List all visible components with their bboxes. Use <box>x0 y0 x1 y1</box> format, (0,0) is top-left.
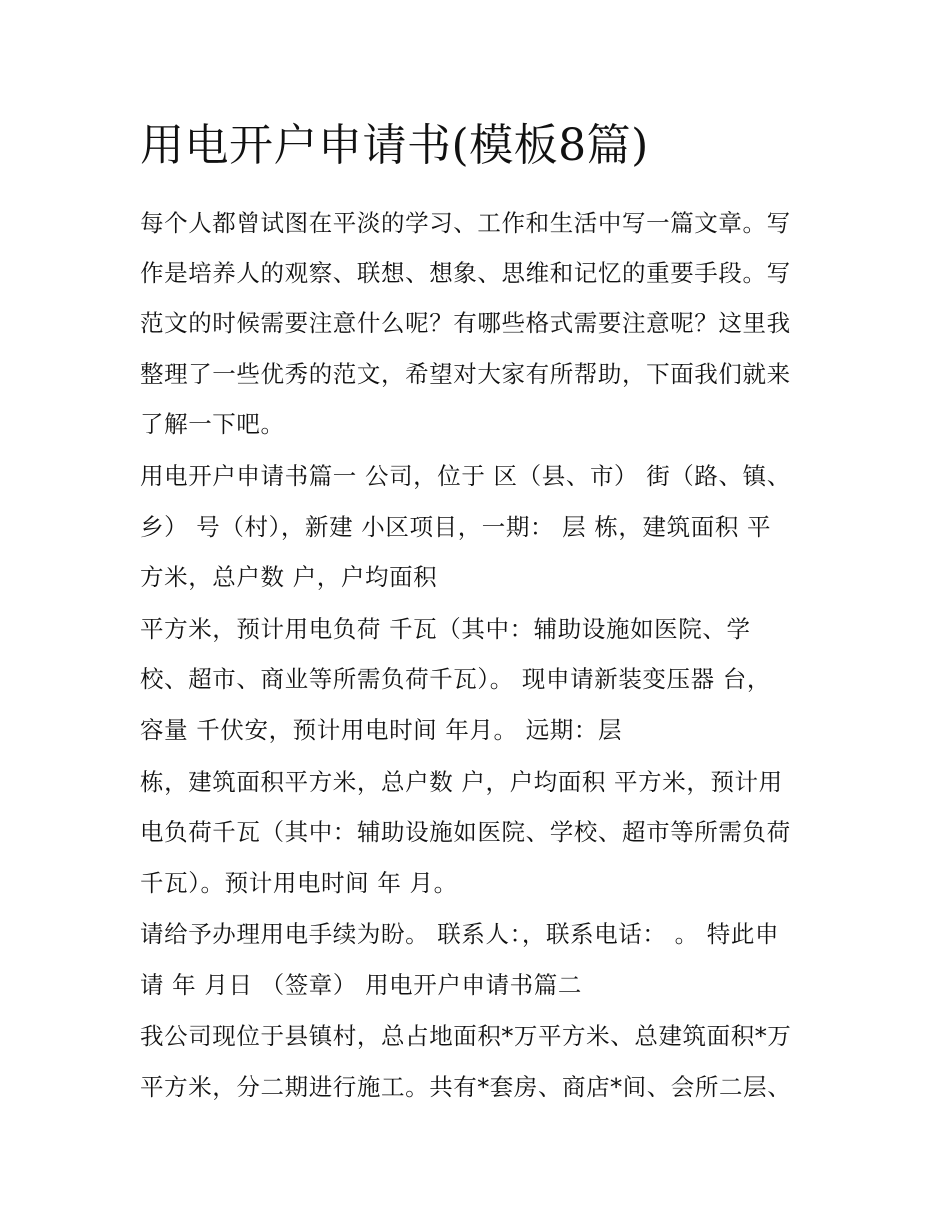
paragraph-line: 范文的时候需要注意什么呢？有哪些格式需要注意呢？这里我 <box>140 309 791 337</box>
paragraph-line: 我公司现位于县镇村，总占地面积*万平方米、总建筑面积*万 <box>140 1022 792 1050</box>
paragraph-line: 栋，建筑面积平方米，总户数 户，户均面积 平方米，预计用 <box>140 768 783 796</box>
paragraph-line: 每个人都曾试图在平淡的学习、工作和生活中写一篇文章。写 <box>140 209 791 237</box>
paragraph-line: 整理了一些优秀的范文，希望对大家有所帮助，下面我们就来 <box>140 360 791 388</box>
paragraph-line: 平方米，分二期进行施工。共有*套房、商店*间、会所二层、 <box>140 1073 792 1101</box>
document-title: 用电开户申请书(模板8篇) <box>140 120 649 171</box>
paragraph-line: 乡） 号（村），新建 小区项目，一期： 层 栋，建筑面积 平 <box>140 513 772 541</box>
paragraph-line: 校、超市、商业等所需负荷千瓦）。 现申请新装变压器 台， <box>140 665 771 693</box>
paragraph-line: 电负荷千瓦（其中：辅助设施如医院、学校、超市等所需负荷 <box>140 818 791 846</box>
paragraph-line: 方米，总户数 户，户均面积 <box>140 563 438 591</box>
paragraph-line: 用电开户申请书篇一 公司，位于 区（县、市） 街（路、镇、 <box>140 462 791 490</box>
paragraph-line: 请 年 月日 （签章） 用电开户申请书篇二 <box>140 971 582 999</box>
paragraph-line: 作是培养人的观察、联想、想象、思维和记忆的重要手段。写 <box>140 259 791 287</box>
paragraph-line: 了解一下吧。 <box>140 410 285 438</box>
paragraph-line: 平方米，预计用电负荷 千瓦（其中：辅助设施如医院、学 <box>140 615 751 643</box>
paragraph-line: 请给予办理用电手续为盼。 联系人：，联系电话： 。 特此申 <box>140 920 780 948</box>
paragraph-line: 容量 千伏安，预计用电时间 年月。 远期：层 <box>140 716 623 744</box>
paragraph-line: 千瓦）。预计用电时间 年 月。 <box>140 869 458 897</box>
